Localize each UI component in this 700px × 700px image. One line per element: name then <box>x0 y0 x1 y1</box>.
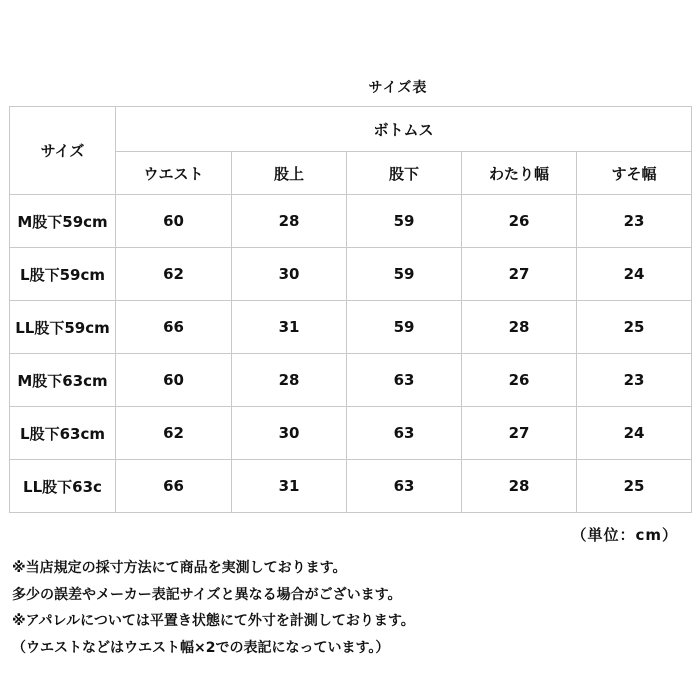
column-header-rise: 股上 <box>232 152 347 195</box>
table-cell: 27 <box>462 248 577 301</box>
table-cell: 23 <box>577 195 692 248</box>
table-cell: 59 <box>347 248 462 301</box>
column-header-waist: ウエスト <box>116 152 232 195</box>
table-cell: 28 <box>462 301 577 354</box>
column-header-inseam: 股下 <box>347 152 462 195</box>
column-header-thigh-width: わたり幅 <box>462 152 577 195</box>
table-cell: 30 <box>232 248 347 301</box>
row-size-label: LL股下59cm <box>10 301 116 354</box>
table-cell: 27 <box>462 407 577 460</box>
table-cell: 60 <box>116 195 232 248</box>
row-size-label: M股下63cm <box>10 354 116 407</box>
table-cell: 30 <box>232 407 347 460</box>
table-cell: 26 <box>462 195 577 248</box>
table-cell: 28 <box>462 460 577 513</box>
table-cell: 23 <box>577 354 692 407</box>
table-cell: 62 <box>116 248 232 301</box>
note-line: （ウエストなどはウエスト幅×2での表記になっています。） <box>12 639 390 656</box>
table-cell: 63 <box>347 354 462 407</box>
note-line: ※アパレルについては平置き状態にて外寸を計測しております。 <box>12 613 415 629</box>
table-cell: 25 <box>577 301 692 354</box>
note-line: ※当店規定の採寸方法にて商品を実測しております。 <box>12 560 347 576</box>
unit-label: （単位：cm） <box>571 526 678 544</box>
column-header-hem-width: すそ幅 <box>577 152 692 195</box>
table-cell: 26 <box>462 354 577 407</box>
table-row <box>10 354 692 407</box>
table-cell: 66 <box>116 301 232 354</box>
table-cell: 63 <box>347 460 462 513</box>
table-cell: 62 <box>116 407 232 460</box>
row-size-label: L股下63cm <box>10 407 116 460</box>
row-size-label: M股下59cm <box>10 195 116 248</box>
table-cell: 59 <box>347 195 462 248</box>
table-cell: 24 <box>577 407 692 460</box>
table-cell: 25 <box>577 460 692 513</box>
row-size-label: L股下59cm <box>10 248 116 301</box>
size-chart-title: サイズ表 <box>368 80 428 96</box>
size-table <box>9 106 692 513</box>
table-row <box>10 407 692 460</box>
table-cell: 59 <box>347 301 462 354</box>
table-row <box>10 248 692 301</box>
bottoms-group-header: ボトムス <box>116 107 692 152</box>
table-cell: 28 <box>232 195 347 248</box>
table-header-row <box>10 107 692 152</box>
table-cell: 63 <box>347 407 462 460</box>
table-cell: 28 <box>232 354 347 407</box>
table-row <box>10 301 692 354</box>
size-column-header: サイズ <box>10 107 116 195</box>
table-cell: 60 <box>116 354 232 407</box>
table-cell: 66 <box>116 460 232 513</box>
table-row <box>10 460 692 513</box>
table-cell: 31 <box>232 301 347 354</box>
table-cell: 31 <box>232 460 347 513</box>
note-line: 多少の誤差やメーカー表記サイズと異なる場合がございます。 <box>12 586 402 603</box>
row-size-label: LL股下63c <box>10 460 116 513</box>
notes-section <box>12 555 692 661</box>
table-cell: 24 <box>577 248 692 301</box>
table-row <box>10 195 692 248</box>
